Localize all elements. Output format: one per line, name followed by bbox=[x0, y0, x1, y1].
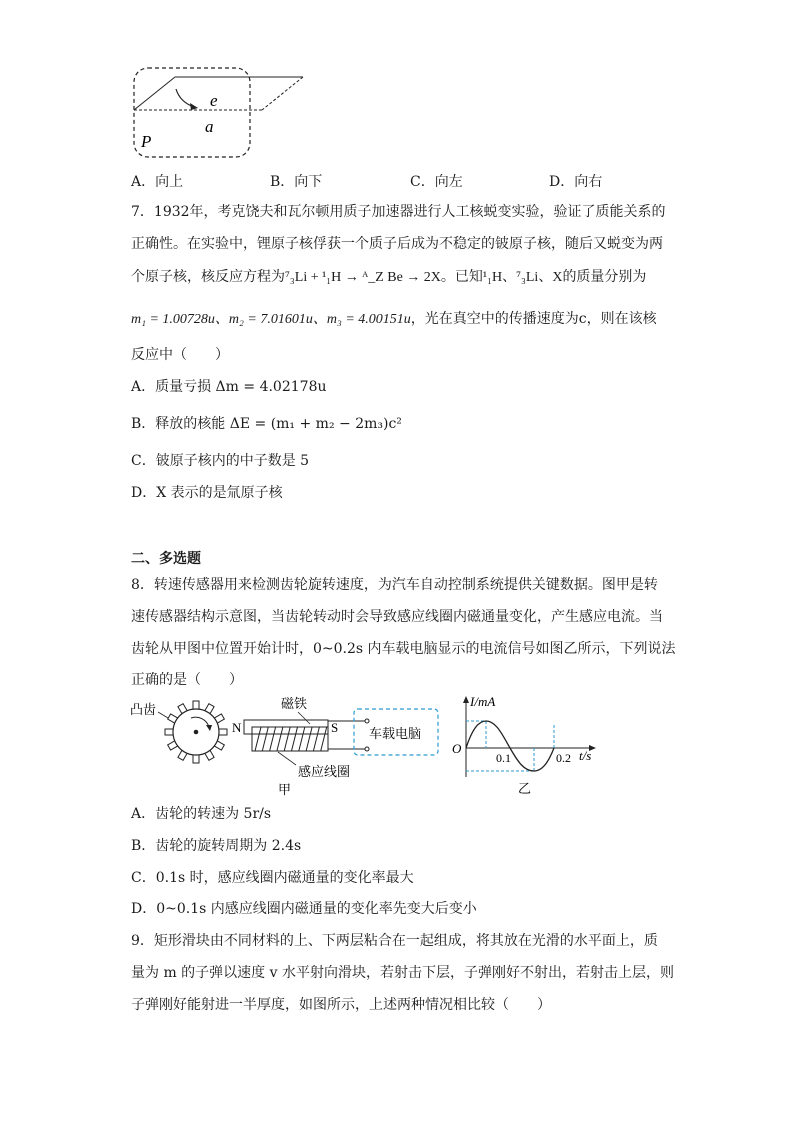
arrow-head-icon bbox=[190, 103, 198, 110]
q8-stem-line2: 速传感器结构示意图，当齿轮转动时会导致感应线圈内磁通量变化，产生感应电流。当 bbox=[131, 609, 663, 625]
fig-yi-caption: 乙 bbox=[518, 781, 532, 796]
q8-stem-line4: 正确的是（ ） bbox=[131, 672, 243, 688]
q8-option-b: B．齿轮的旋转周期为 2.4s bbox=[131, 838, 302, 854]
q7-stem-line2: 正确性。在实验中，锂原子核俘获一个质子后成为不稳定的铍原子核，随后又蜕变为两 bbox=[131, 236, 663, 252]
gear-label: 凸齿 bbox=[130, 702, 157, 717]
section-title: 二、多选题 bbox=[131, 551, 201, 567]
terminal-top bbox=[365, 719, 369, 723]
q8-option-a: A．齿轮的转速为 5r/s bbox=[131, 806, 272, 822]
q7-line3-prefix: 个原子核，核反应方程为 bbox=[131, 269, 285, 285]
q6-option-b: B．向下 bbox=[270, 174, 323, 190]
q7-option-a: A．质量亏损 Δm = 4.02178u bbox=[131, 379, 327, 395]
computer-label: 车载电脑 bbox=[369, 726, 422, 741]
fig-jia-caption: 甲 bbox=[278, 782, 292, 797]
q7-stem-line5: 反应中（ ） bbox=[131, 347, 229, 363]
coil-label-leader bbox=[278, 752, 296, 765]
q7-stem-line1: 7．1932年，考克饶夫和瓦尔顿用质子加速器进行人工核蜕变实验，验证了质能关系的 bbox=[131, 204, 666, 220]
rhombus-left-edge bbox=[134, 77, 175, 110]
q9-stem-line2: 量为 m 的子弹以速度 v 水平射向滑块，若射击下层，子弹刚好不射出，若射击上层，则 bbox=[131, 965, 674, 981]
gear bbox=[165, 701, 227, 763]
q8-option-d: D．0~0.1s 内感应线圈内磁通量的变化率先变大后变小 bbox=[131, 901, 477, 917]
q7-reaction-equation: ⁷₃Li + ¹₁H → ᴬ_Z Be → 2X bbox=[285, 270, 441, 285]
q6-option-a: A．向上 bbox=[131, 174, 184, 190]
terminal-bottom bbox=[365, 747, 369, 751]
x-axis-label: t/s bbox=[579, 748, 592, 763]
q8-option-c: C．0.1s 时，感应线圈内磁通量的变化率最大 bbox=[131, 870, 414, 886]
q9-stem-line1: 9．矩形滑块由不同材料的上、下两层粘合在一起组成，将其放在光滑的水平面上，质 bbox=[131, 933, 658, 949]
rhombus-right-edge bbox=[262, 77, 303, 110]
label-e: e bbox=[210, 91, 218, 110]
tick-label-02: 0.2 bbox=[556, 751, 571, 765]
origin-label: O bbox=[452, 741, 462, 756]
coil-label: 感应线圈 bbox=[298, 764, 351, 779]
q6-options bbox=[131, 171, 651, 191]
q8-stem-line3: 齿轮从甲图中位置开始计时，0~0.2s 内车载电脑显示的电流信号如图乙所示，下列说法 bbox=[131, 641, 676, 657]
q9-stem-line3: 子弹刚好能射进一半厚度，如图所示，上述两种情况相比较（ ） bbox=[131, 997, 551, 1013]
q6-option-d: D．向右 bbox=[549, 174, 603, 190]
q7-option-c: C．铍原子核内的中子数是 5 bbox=[131, 453, 310, 469]
label-p: P bbox=[141, 132, 152, 151]
q7-line3-mid: 。已知 bbox=[440, 269, 483, 285]
q6-figure bbox=[128, 64, 308, 162]
magnet-label: 磁铁 bbox=[281, 696, 308, 711]
q7-line3-suffix: 的质量分别为 bbox=[562, 269, 647, 285]
gear-center bbox=[194, 730, 199, 735]
pole-s: S bbox=[331, 720, 339, 735]
y-axis-label: I/mA bbox=[470, 694, 496, 709]
q7-species: ¹₁H、⁷₃Li、X bbox=[482, 270, 563, 285]
q8-figure-jia bbox=[128, 694, 443, 798]
q7-option-b: B．释放的核能 ΔE = (m₁ + m₂ − 2m₃)c² bbox=[131, 416, 402, 432]
q6-option-c: C．向左 bbox=[410, 174, 463, 190]
q7-stem-line3 bbox=[131, 267, 646, 288]
y-axis-arrow-icon bbox=[463, 696, 469, 703]
q7-stem-line4 bbox=[131, 309, 657, 330]
region-p-rounded-box bbox=[134, 68, 250, 157]
pole-n: N bbox=[232, 720, 242, 735]
q7-mass-values: m₁ = 1.00728u、m₂ = 7.01601u、m₃ = 4.00151u bbox=[131, 312, 411, 327]
q8-figure-yi bbox=[446, 692, 602, 798]
tick-label-01: 0.1 bbox=[496, 751, 511, 765]
q7-option-d: D．X 表示的是氚原子核 bbox=[131, 485, 283, 501]
label-a: a bbox=[205, 117, 214, 136]
q8-stem-line1: 8．转速传感器用来检测齿轮旋转速度，为汽车自动控制系统提供关键数据。图甲是转 bbox=[131, 577, 658, 593]
q7-line4-suffix: ，光在真空中的传播速度为c，则在该核 bbox=[410, 311, 657, 327]
